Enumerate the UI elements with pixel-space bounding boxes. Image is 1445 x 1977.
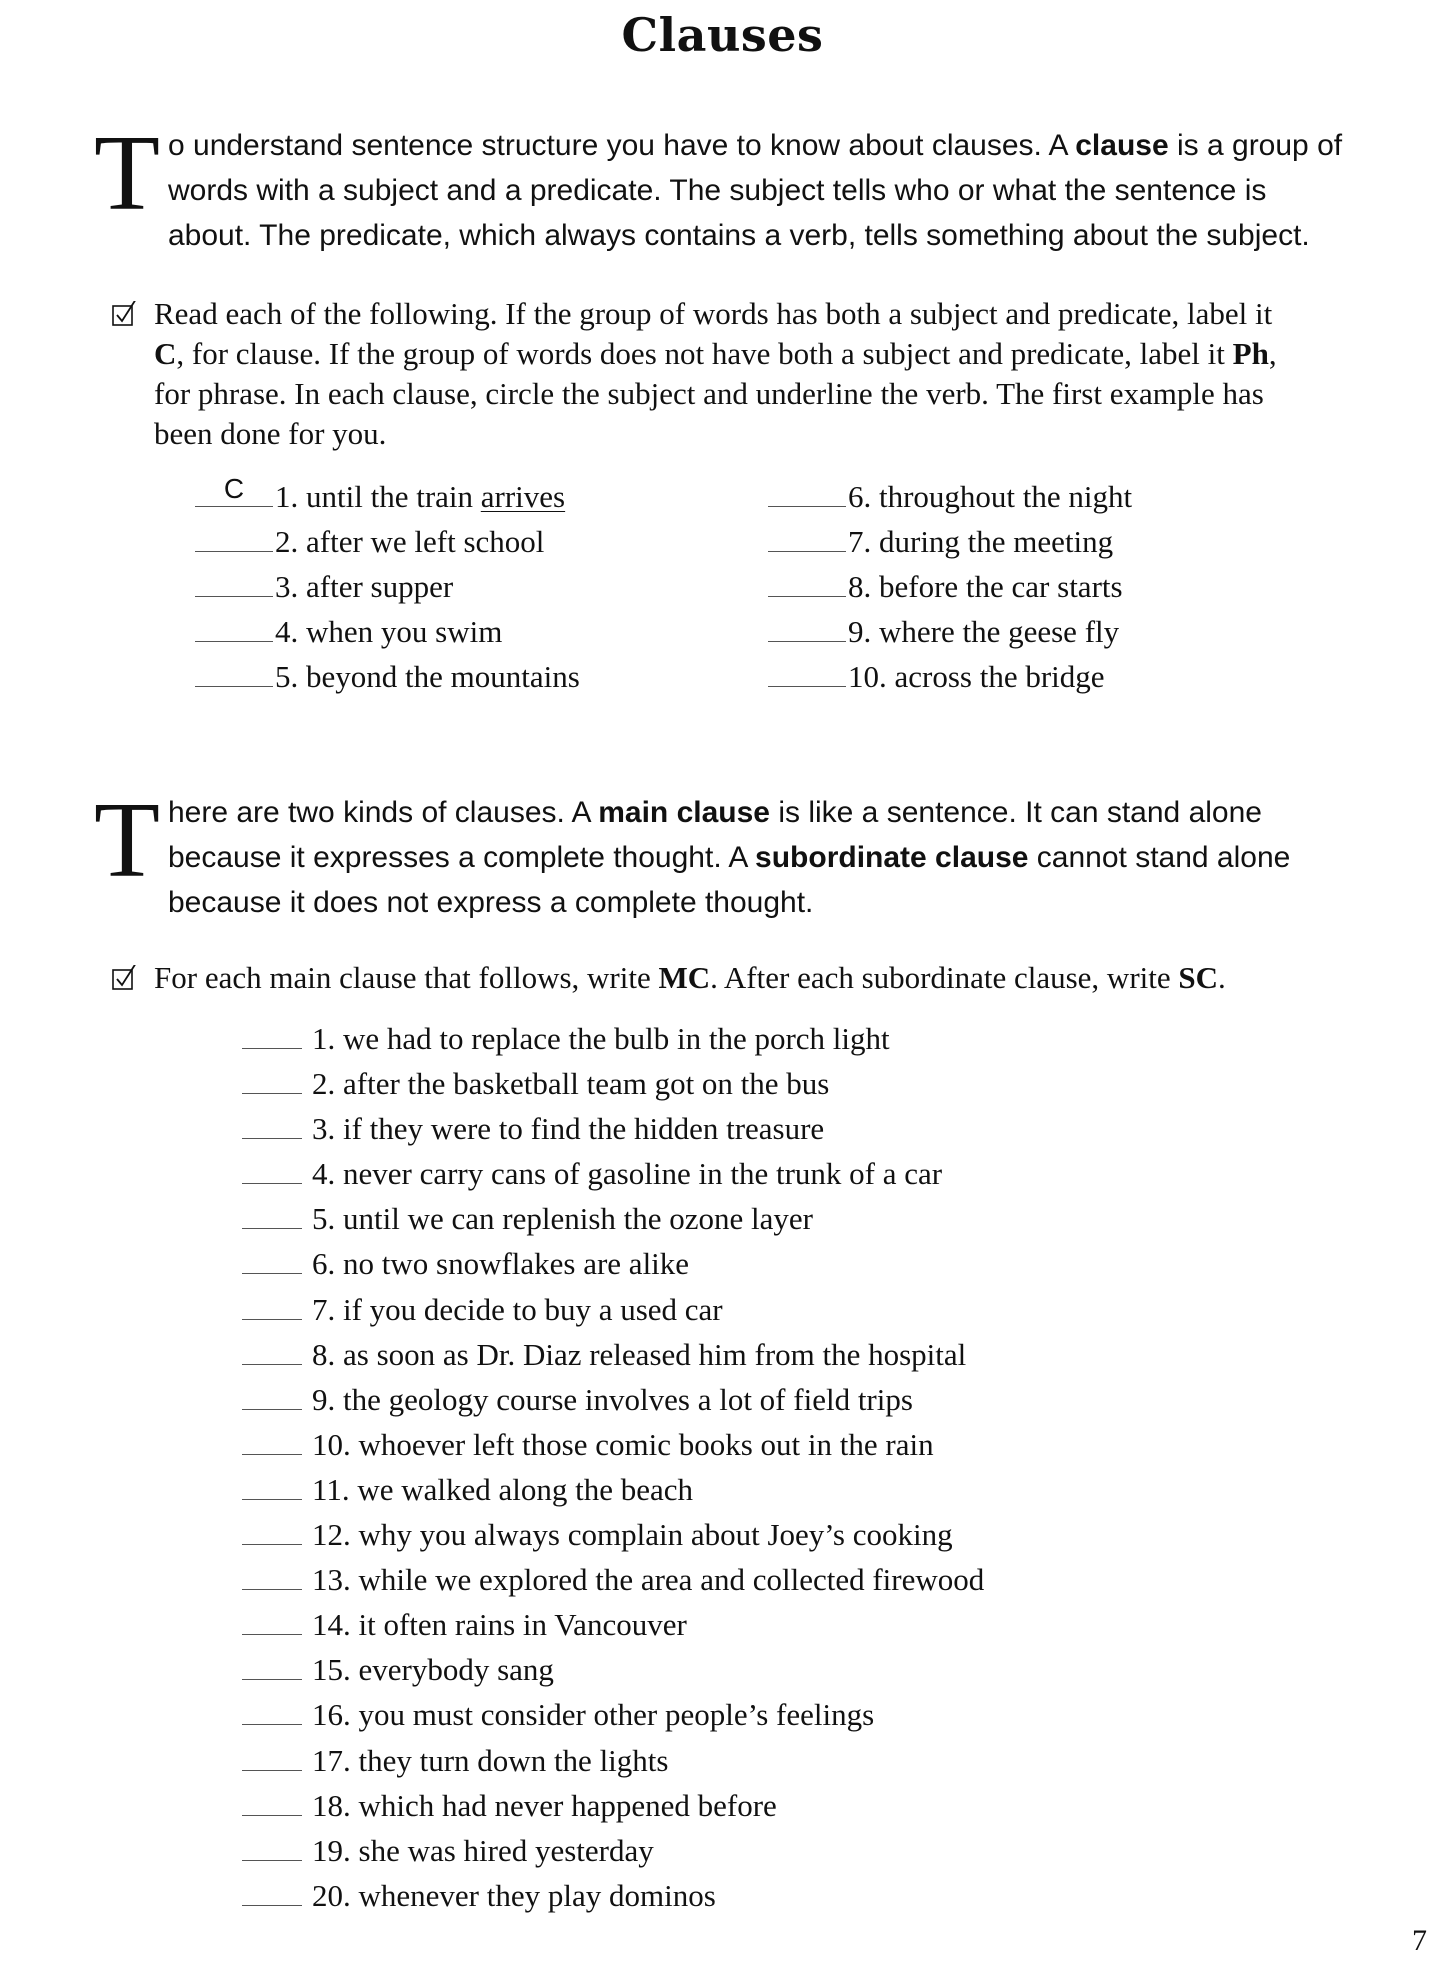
answer-blank[interactable] (195, 473, 273, 507)
answer-blank[interactable] (242, 1514, 302, 1545)
intro-text: is like a sentence. It can stand alone because it expresses a complete thought. A (167, 796, 1262, 874)
list-item (242, 1738, 984, 1783)
answer-blank[interactable] (242, 1649, 302, 1680)
intro-text: here are two kinds of clauses. A (167, 796, 599, 829)
item-text: 13. while we explored the area and collected firewood (312, 1562, 985, 1598)
list-item (195, 519, 580, 564)
list-item (768, 474, 1132, 519)
intro-text: is a group of words with a subject and a predicate. The subject tells who or what the sentence is about. The predicate, which always contains a verb, tells something about the subject. (167, 129, 1343, 252)
intro-term: main clause (598, 796, 770, 829)
item-text: 19. she was hired yesterday (312, 1832, 654, 1868)
list-item (768, 519, 1132, 564)
answer-blank[interactable] (242, 1243, 302, 1274)
list-item (242, 1241, 984, 1286)
page-number: 7 (1412, 1924, 1427, 1957)
item-text: 10. whoever left those comic books out in the rain (312, 1426, 934, 1462)
item-text: 17. they turn down the lights (312, 1742, 669, 1778)
answer-blank[interactable] (768, 566, 846, 597)
instruction-term: SC (1178, 960, 1219, 995)
checkbox-check-icon (112, 301, 138, 327)
answer-blank[interactable] (242, 1830, 302, 1861)
list-item (242, 1512, 984, 1557)
list-item (242, 1196, 984, 1241)
list-item (195, 564, 580, 609)
answer-blank[interactable] (242, 1153, 302, 1184)
answer-blank[interactable] (242, 1108, 302, 1139)
list-item (242, 1422, 984, 1467)
list-item (242, 1783, 984, 1828)
item-text: 7. during the meeting (848, 524, 1114, 559)
list-item (768, 654, 1132, 699)
list-item (242, 1692, 984, 1737)
item-text: 5. beyond the mountains (275, 659, 580, 694)
list-item (242, 1106, 984, 1151)
answer-blank[interactable] (242, 1559, 302, 1590)
instruction-main-subordinate (112, 958, 1292, 998)
answer-blank[interactable] (242, 1379, 302, 1410)
item-text: 8. before the car starts (848, 569, 1123, 604)
item-text: 9. where the geese fly (848, 614, 1120, 649)
item-text: 15. everybody sang (312, 1652, 554, 1688)
answer-blank[interactable] (195, 521, 273, 552)
answer-blank[interactable] (195, 656, 273, 687)
answer-blank[interactable] (242, 1289, 302, 1320)
answer-blank[interactable] (242, 1063, 302, 1094)
item-text: 14. it often rains in Vancouver (312, 1607, 687, 1643)
item-text: 11. we walked along the beach (312, 1471, 694, 1507)
item-text: 4. when you swim (275, 614, 503, 649)
item-text: 20. whenever they play dominos (312, 1877, 716, 1913)
intro-term: subordinate clause (755, 841, 1029, 874)
list-item (242, 1332, 984, 1377)
item-text: 2. after the basketball team got on the bus (312, 1066, 830, 1102)
exercise1-left-column (195, 474, 580, 699)
list-item (768, 609, 1132, 654)
exercise2-list (242, 1016, 984, 1918)
item-text: 6. throughout the night (848, 479, 1133, 514)
instruction-text: Read each of the following. If the group of words has both a subject and predicate, label it (154, 296, 1273, 331)
instruction-text: , for phrase. In each clause, circle the subject and underline the verb. The first example has been done for you. (154, 336, 1277, 451)
list-item (242, 1647, 984, 1692)
item-text: 6. no two snowflakes are alike (312, 1246, 690, 1282)
list-item (242, 1602, 984, 1647)
intro-text: o understand sentence structure you have to know about clauses. A (167, 129, 1076, 162)
item-text: 18. which had never happened before (312, 1787, 777, 1823)
item-text: 1. we had to replace the bulb in the porch light (312, 1021, 890, 1056)
instruction-text: . (1218, 960, 1226, 995)
answer-blank[interactable] (242, 1875, 302, 1906)
answer-blank[interactable] (242, 1785, 302, 1816)
intro-text: cannot stand alone because it does not express a complete thought. (167, 841, 1291, 919)
list-item (242, 1016, 984, 1061)
answer-blank[interactable] (242, 1198, 302, 1229)
instruction-text: . After each subordinate clause, write (710, 960, 1179, 995)
checkbox-check-icon (112, 965, 138, 991)
instruction-term: Ph (1232, 336, 1269, 371)
intro-paragraph-clause (94, 114, 1348, 258)
instruction-clause-phrase (112, 294, 1292, 454)
list-item (242, 1061, 984, 1106)
list-item (195, 609, 580, 654)
item-text: 5. until we can replenish the ozone layer (312, 1201, 813, 1237)
example-answer: C (223, 473, 245, 504)
intro-term: clause (1075, 129, 1169, 162)
list-item (768, 564, 1132, 609)
list-item (242, 1467, 984, 1512)
answer-blank[interactable] (242, 1694, 302, 1725)
drop-cap: T (94, 781, 160, 900)
item-text: 16. you must consider other people’s feelings (312, 1697, 875, 1733)
list-item (242, 1287, 984, 1332)
answer-blank[interactable] (195, 566, 273, 597)
answer-blank[interactable] (242, 1424, 302, 1455)
item-text: 4. never carry cans of gasoline in the trunk of a car (312, 1156, 943, 1192)
item-text: 8. as soon as Dr. Diaz released him from the hospital (312, 1336, 967, 1372)
answer-blank[interactable] (242, 1740, 302, 1771)
item-text: 10. across the bridge (848, 659, 1105, 694)
list-item (242, 1377, 984, 1422)
underlined-verb: arrives (480, 479, 566, 514)
drop-cap: T (94, 114, 160, 233)
list-item (242, 1828, 984, 1873)
instruction-term: C (154, 336, 177, 371)
item-text: 3. after supper (275, 569, 454, 604)
item-text: 12. why you always complain about Joey’s cooking (312, 1517, 953, 1553)
answer-blank[interactable] (768, 656, 846, 687)
instruction-text: For each main clause that follows, write (154, 960, 659, 995)
item-text: 1. until the train (275, 479, 481, 514)
page-title: Clauses (621, 8, 824, 62)
item-text: 7. if you decide to buy a used car (312, 1291, 723, 1327)
list-item (195, 654, 580, 699)
instruction-text: , for clause. If the group of words does not have both a subject and predicate, label it (176, 336, 1233, 371)
answer-blank[interactable] (242, 1604, 302, 1635)
list-item (242, 1873, 984, 1918)
item-text: 9. the geology course involves a lot of field trips (312, 1381, 913, 1417)
item-text: 2. after we left school (275, 524, 545, 559)
list-item (242, 1151, 984, 1196)
list-item (195, 474, 580, 519)
answer-blank[interactable] (768, 476, 846, 507)
answer-blank[interactable] (195, 611, 273, 642)
answer-blank[interactable] (242, 1469, 302, 1500)
instruction-term: MC (658, 960, 711, 995)
answer-blank[interactable] (242, 1334, 302, 1365)
intro-paragraph-kinds-of-clauses (94, 781, 1348, 925)
exercise1-right-column (768, 474, 1132, 699)
item-text: 3. if they were to find the hidden treasure (312, 1111, 825, 1147)
answer-blank[interactable] (242, 1018, 302, 1049)
list-item (242, 1557, 984, 1602)
answer-blank[interactable] (768, 521, 846, 552)
answer-blank[interactable] (768, 611, 846, 642)
